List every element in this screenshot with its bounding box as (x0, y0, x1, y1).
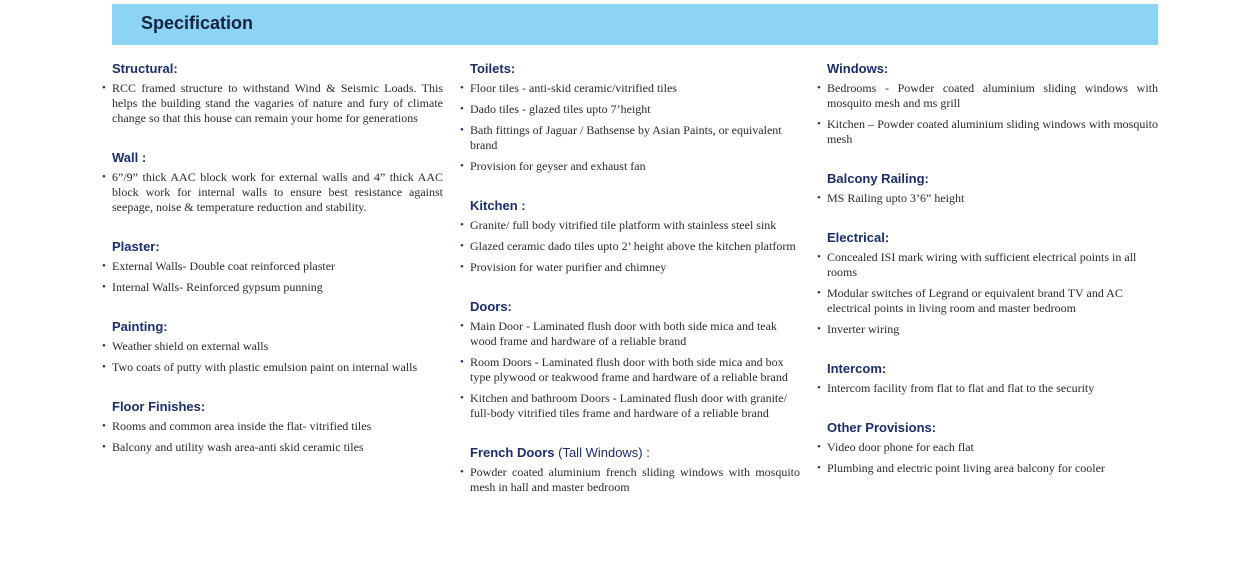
bullet-icon: • (460, 103, 464, 115)
spec-list (102, 419, 443, 455)
bullet-icon: • (460, 320, 464, 332)
bullet-icon: • (102, 361, 106, 373)
list-item (817, 440, 1158, 455)
bullet-icon: • (817, 251, 821, 263)
list-item-text: Granite/ full body vitrified tile platform with stainless steel sink (470, 218, 777, 232)
section-spacer (470, 281, 800, 298)
bullet-icon: • (460, 82, 464, 94)
spec-list (460, 319, 800, 421)
section-heading-toilets (470, 60, 800, 77)
list-item (460, 123, 800, 153)
list-item (460, 218, 800, 233)
section-toilets (460, 60, 800, 174)
section-spacer (827, 402, 1158, 419)
bullet-icon: • (460, 392, 464, 404)
section-electrical (817, 229, 1158, 337)
bullet-icon: • (817, 323, 821, 335)
bullet-icon: • (817, 192, 821, 204)
list-item (102, 280, 443, 295)
bullet-icon: • (817, 118, 821, 130)
list-item (102, 170, 443, 215)
heading-text: Kitchen : (470, 198, 526, 213)
spec-list (460, 218, 800, 275)
heading-text: Other Provisions: (827, 420, 937, 435)
list-item-text: Balcony and utility wash area-anti skid ceramic tiles (112, 440, 364, 454)
list-item-text: RCC framed structure to withstand Wind & Seismic Loads. This helps the building stand the vagaries of nature and fury of climate change so that this house can remain your home for generations (112, 81, 443, 125)
spec-list (817, 81, 1158, 147)
list-item (817, 461, 1158, 476)
section-spacer (827, 153, 1158, 170)
list-item-text: Rooms and common area inside the flat- vitrified tiles (112, 419, 372, 433)
bullet-icon: • (460, 261, 464, 273)
bullet-icon: • (460, 466, 464, 478)
bullet-icon: • (102, 420, 106, 432)
list-item-text: Main Door - Laminated flush door with both side mica and teak wood frame and hardware of a reliable brand (470, 319, 777, 348)
list-item (817, 81, 1158, 111)
section-heading-painting (112, 318, 443, 335)
section-doors (460, 298, 800, 421)
list-item-text: Bedrooms - Powder coated aluminium sliding windows with mosquito mesh and ms grill (827, 81, 1158, 110)
list-item-text: Two coats of putty with plastic emulsion paint on internal walls (112, 360, 418, 374)
spec-list (102, 259, 443, 295)
list-item (460, 355, 800, 385)
list-item (102, 419, 443, 434)
bullet-icon: • (102, 260, 106, 272)
bullet-icon: • (102, 340, 106, 352)
section-heading-other-provisions (827, 419, 1158, 436)
list-item-text: Weather shield on external walls (112, 339, 269, 353)
list-item (817, 322, 1158, 337)
heading-text: Intercom: (827, 361, 887, 376)
list-item-text: Plumbing and electric point living area balcony for cooler (827, 461, 1105, 475)
section-spacer (112, 301, 443, 318)
spec-list (817, 381, 1158, 396)
list-item-text: Inverter wiring (827, 322, 900, 336)
section-kitchen (460, 197, 800, 275)
spec-list (460, 81, 800, 174)
list-item-text: Dado tiles - glazed tiles upto 7’height (470, 102, 651, 116)
list-item (460, 81, 800, 96)
bullet-icon: • (817, 462, 821, 474)
bullet-icon: • (460, 356, 464, 368)
section-heading-balcony-railing (827, 170, 1158, 187)
list-item (817, 191, 1158, 206)
section-windows (817, 60, 1158, 147)
bullet-icon: • (460, 124, 464, 136)
list-item (102, 360, 443, 375)
section-heading-kitchen (470, 197, 800, 214)
list-item-text: Provision for geyser and exhaust fan (470, 159, 646, 173)
heading-text: Windows: (827, 61, 889, 76)
list-item-text: Room Doors - Laminated flush door with both side mica and box type plywood or teakwood frame and hardware of a reliable brand (470, 355, 788, 384)
list-item (460, 102, 800, 117)
column-3 (817, 60, 1158, 482)
list-item-text: Floor tiles - anti-skid ceramic/vitrified tiles (470, 81, 677, 95)
heading-suffix: (Tall Windows) : (554, 445, 650, 460)
list-item-text: Intercom facility from flat to flat and flat to the security (827, 381, 1095, 395)
section-heading-floor-finishes (112, 398, 443, 415)
heading-text: Wall : (112, 150, 147, 165)
heading-text: Balcony Railing: (827, 171, 929, 186)
section-structural (102, 60, 443, 126)
list-item-text: Glazed ceramic dado tiles upto 2’ height above the kitchen platform (470, 239, 796, 253)
list-item (102, 81, 443, 126)
section-heading-doors (470, 298, 800, 315)
section-heading-windows (827, 60, 1158, 77)
column-2 (460, 60, 800, 501)
section-french-doors (460, 444, 800, 495)
heading-text: Painting: (112, 319, 168, 334)
bullet-icon: • (102, 441, 106, 453)
list-item (460, 260, 800, 275)
section-heading-structural (112, 60, 443, 77)
list-item-text: Bath fittings of Jaguar / Bathsense by Asian Paints, or equivalent brand (470, 123, 782, 152)
section-spacer (112, 132, 443, 149)
spec-list (460, 465, 800, 495)
bullet-icon: • (817, 441, 821, 453)
list-item (460, 465, 800, 495)
list-item-text: Kitchen and bathroom Doors - Laminated flush door with granite/ full-body vitrified tiles frame and hardware of a reliable brand (470, 391, 787, 420)
section-intercom (817, 360, 1158, 396)
heading-text: Floor Finishes: (112, 399, 206, 414)
spec-list (102, 170, 443, 215)
spec-list (817, 191, 1158, 206)
spec-list (817, 440, 1158, 476)
list-item-text: Concealed ISI mark wiring with sufficient electrical points in all rooms (827, 250, 1137, 279)
section-spacer (470, 180, 800, 197)
bullet-icon: • (460, 240, 464, 252)
column-1 (102, 60, 443, 461)
heading-text: Doors: (470, 299, 512, 314)
list-item (102, 440, 443, 455)
section-painting (102, 318, 443, 375)
list-item-text: Modular switches of Legrand or equivalent brand TV and AC electrical points in living room and master bedroom (827, 286, 1123, 315)
list-item (460, 319, 800, 349)
section-spacer (827, 343, 1158, 360)
section-heading-french-doors (470, 444, 800, 461)
list-item-text: Powder coated aluminium french sliding windows with mosquito mesh in hall and master bedroom (470, 465, 800, 494)
list-item (460, 391, 800, 421)
section-heading-wall (112, 149, 443, 166)
spec-list (817, 250, 1158, 337)
section-plaster (102, 238, 443, 295)
bullet-icon: • (817, 287, 821, 299)
heading-text: French Doors (470, 445, 555, 460)
list-item (460, 159, 800, 174)
bullet-icon: • (817, 382, 821, 394)
list-item-text: MS Railing upto 3’6” height (827, 191, 965, 205)
bullet-icon: • (102, 171, 106, 183)
bullet-icon: • (460, 219, 464, 231)
section-heading-intercom (827, 360, 1158, 377)
title-banner (112, 4, 1158, 45)
section-heading-plaster (112, 238, 443, 255)
section-spacer (112, 381, 443, 398)
list-item (460, 239, 800, 254)
section-other-provisions (817, 419, 1158, 476)
bullet-icon: • (102, 281, 106, 293)
list-item (817, 286, 1158, 316)
spec-list (102, 339, 443, 375)
list-item (817, 117, 1158, 147)
section-balcony-railing (817, 170, 1158, 206)
bullet-icon: • (102, 82, 106, 94)
page-title: Specification (141, 13, 254, 33)
list-item-text: External Walls- Double coat reinforced plaster (112, 259, 336, 273)
list-item-text: Kitchen – Powder coated aluminium sliding windows with mosquito mesh (827, 117, 1158, 146)
list-item-text: Internal Walls- Reinforced gypsum punning (112, 280, 323, 294)
list-item (102, 339, 443, 354)
section-spacer (827, 212, 1158, 229)
section-spacer (470, 427, 800, 444)
list-item-text: 6”/9” thick AAC block work for external walls and 4” thick AAC block work for internal walls to ensure best resistance against seepage, noise & temperature reduction and stability. (112, 170, 443, 214)
section-heading-electrical (827, 229, 1158, 246)
heading-text: Structural: (112, 61, 178, 76)
spec-list (102, 81, 443, 126)
section-spacer (112, 221, 443, 238)
heading-text: Toilets: (470, 61, 516, 76)
heading-text: Electrical: (827, 230, 890, 245)
list-item (102, 259, 443, 274)
bullet-icon: • (460, 160, 464, 172)
section-wall (102, 149, 443, 215)
list-item (817, 250, 1158, 280)
list-item-text: Video door phone for each flat (827, 440, 974, 454)
list-item (817, 381, 1158, 396)
bullet-icon: • (817, 82, 821, 94)
heading-text: Plaster: (112, 239, 160, 254)
section-floor-finishes (102, 398, 443, 455)
list-item-text: Provision for water purifier and chimney (470, 260, 667, 274)
